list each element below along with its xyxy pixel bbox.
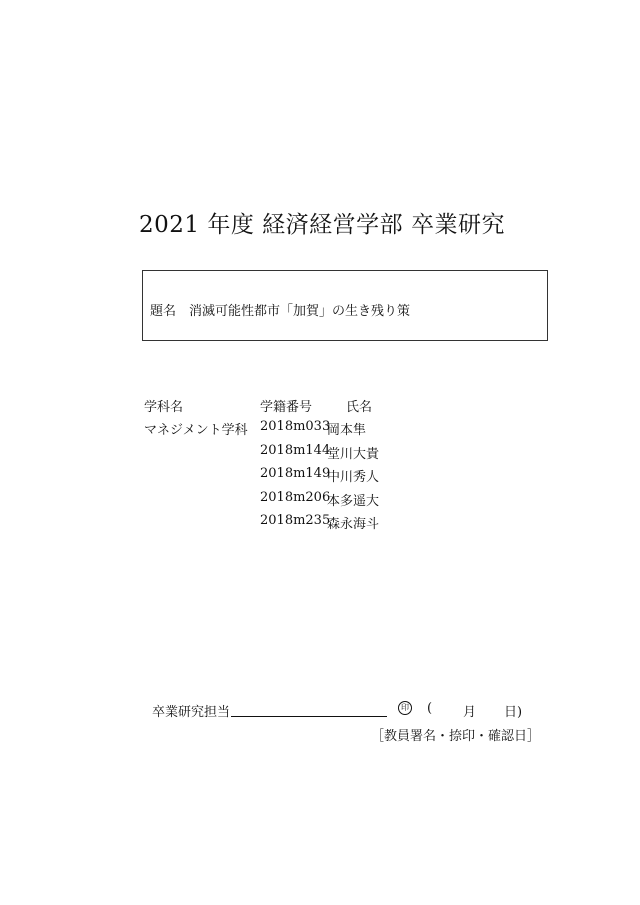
student-id: 2018m235 — [260, 513, 331, 528]
student-name: 中川秀人 — [327, 470, 380, 485]
student-name: 岡本隼 — [327, 423, 367, 438]
department-header: 学科名 — [144, 400, 184, 415]
date-month-label: 月 — [463, 705, 477, 720]
student-id: 2018m206 — [260, 490, 331, 505]
student-id: 2018m144 — [260, 443, 331, 458]
topic-box — [142, 270, 548, 341]
date-open-paren: ( — [427, 701, 433, 716]
student-id: 2018m033 — [260, 419, 331, 434]
topic-label: 題名 — [150, 304, 177, 319]
student-name: 本多遥大 — [327, 494, 380, 509]
page-title: 2021 年度 経済経営学部 卒業研究 — [139, 212, 505, 238]
student-id-header: 学籍番号 — [260, 400, 313, 415]
approval-note: ［教員署名・捺印・確認日］ — [371, 729, 541, 744]
topic-text: 消滅可能性都市「加賀」の生き残り策 — [189, 304, 411, 319]
student-name: 森永海斗 — [327, 517, 380, 532]
supervisor-label: 卒業研究担当 — [152, 705, 231, 720]
department-value: マネジメント学科 — [144, 423, 248, 438]
student-name: 堂川大貴 — [327, 447, 380, 462]
student-id: 2018m149 — [260, 466, 331, 481]
seal-mark: 印 — [398, 701, 412, 715]
topic-line — [150, 300, 410, 319]
signature-line — [231, 716, 387, 717]
name-header: 氏名 — [346, 400, 373, 415]
date-day-label: 日) — [504, 705, 523, 720]
